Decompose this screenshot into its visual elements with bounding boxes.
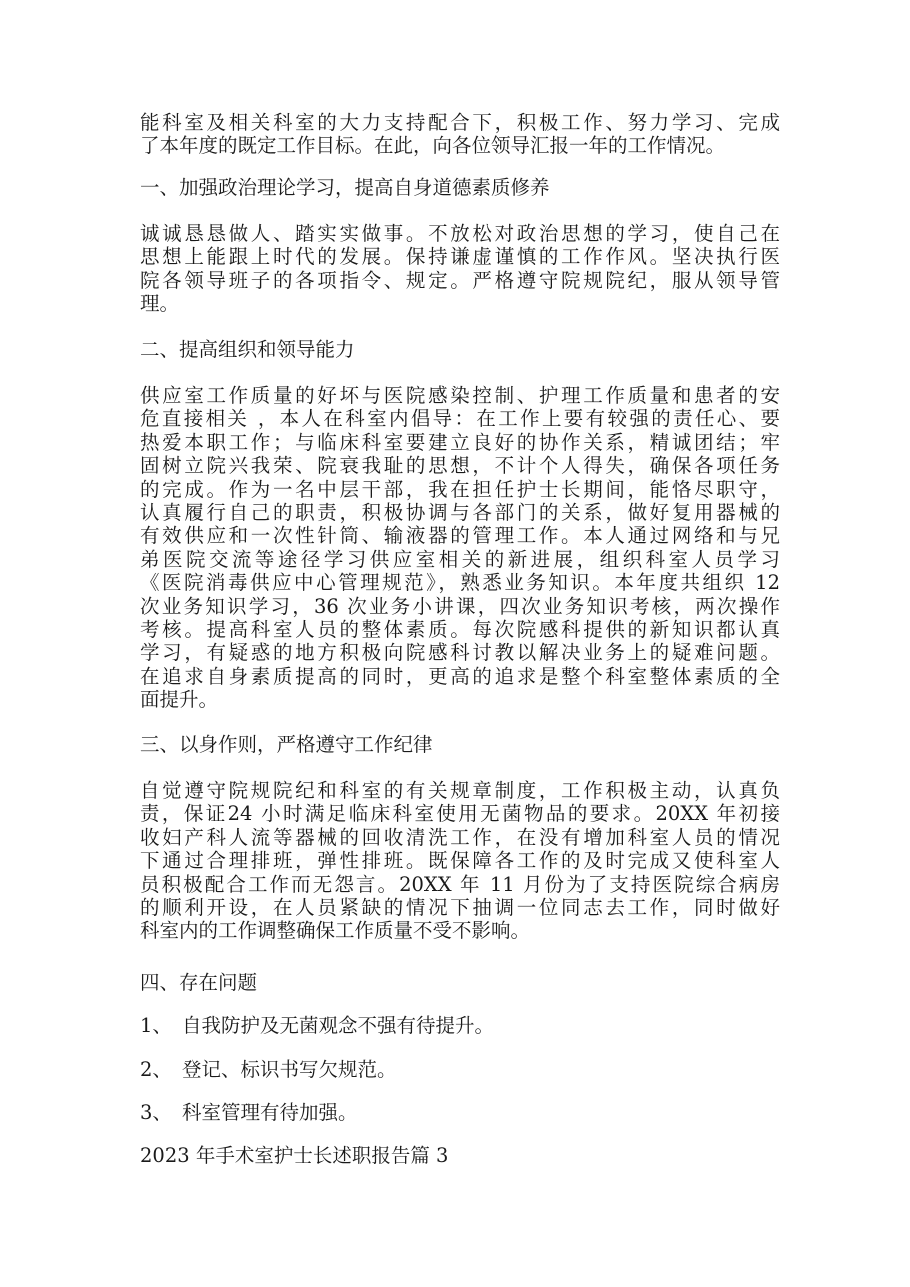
intro-line: 了本年度的既定工作目标。在此，向各位领导汇报一年的工作情况。 — [140, 134, 726, 158]
next-report-title — [140, 1144, 780, 1167]
section3-paragraph — [140, 779, 780, 943]
paragraph-line: 的顺利开设，在人员紧缺的情况下抽调一位同志去工作，同时做好 — [140, 895, 780, 919]
paragraph-line: 收妇产科人流等器械的回收清洗工作，在没有增加科室人员的情况 — [140, 825, 780, 849]
issue-text: 登记、标识书写欠规范。 — [182, 1058, 397, 1081]
section2-paragraph — [140, 384, 780, 711]
issue-item — [140, 1058, 397, 1082]
section-heading: 一、加强政治理论学习，提高自身道德素质修养 — [140, 176, 550, 199]
section1-heading — [140, 176, 780, 199]
paragraph-line: 员积极配合工作而无怨言。20XX 年 11 月份为了支持医院综合病房 — [140, 872, 780, 896]
issue-text: 自我防护及无菌观念不强有待提升。 — [182, 1014, 495, 1037]
paragraph-line: 下通过合理排班，弹性排班。既保障各工作的及时完成又使科室人 — [140, 849, 780, 873]
paragraph-line: 责，保证24 小时满足临床科室使用无菌物品的要求。20XX 年初接 — [140, 802, 780, 826]
section-heading: 四、存在问题 — [140, 971, 258, 994]
section2-heading — [140, 338, 780, 361]
paragraph-line: 热爱本职工作；与临床科室要建立良好的协作关系，精诚团结；牢 — [140, 430, 780, 454]
issue-item — [140, 1101, 358, 1125]
paragraph-line: 科室内的工作调整确保工作质量不受不影响。 — [140, 919, 531, 943]
intro-paragraph — [140, 111, 780, 158]
paragraph-line: 认真履行自己的职责，积极协调与各部门的关系，做好复用器械的 — [140, 500, 780, 524]
paragraph-line: 供应室工作质量的好坏与医院感染控制、护理工作质量和患者的安 — [140, 384, 780, 407]
paragraph-line: 《医院消毒供应中心管理规范》，熟悉业务知识。本年度共组织 12 — [140, 571, 780, 595]
paragraph-line: 考核。提高科室人员的整体素质。每次院感科提供的新知识都认真 — [140, 617, 780, 641]
issue-number: 2、 — [140, 1058, 172, 1081]
paragraph-line: 面提升。 — [140, 688, 219, 712]
paragraph-line: 思想上能跟上时代的发展。保持谦虚谨慎的工作作风。坚决执行医 — [140, 245, 780, 269]
section-heading: 三、以身作则，严格遵守工作纪律 — [140, 733, 433, 756]
paragraph-line: 诚诚恳恳做人、踏实实做事。不放松对政治思想的学习，使自己在 — [140, 222, 780, 245]
section-heading: 二、提高组织和领导能力 — [140, 338, 355, 361]
issue-number: 3、 — [140, 1101, 172, 1124]
paragraph-line: 学习，有疑惑的地方积极向院感科讨教以解决业务上的疑难问题。 — [140, 641, 780, 665]
paragraph-line: 有效供应和一次性针筒、输液器的管理工作。本人通过网络和与兄 — [140, 524, 780, 548]
issue-number: 1、 — [140, 1014, 172, 1037]
paragraph-line: 自觉遵守院规院纪和科室的有关规章制度，工作积极主动，认真负 — [140, 779, 780, 802]
issue-text: 科室管理有待加强。 — [182, 1101, 358, 1124]
paragraph-line: 理。 — [140, 292, 180, 316]
paragraph-line: 在追求自身素质提高的同时，更高的追求是整个科室整体素质的全 — [140, 664, 780, 688]
intro-line: 能科室及相关科室的大力支持配合下，积极工作、努力学习、完成 — [140, 111, 780, 134]
paragraph-line: 危直接相关 ，本人在科室内倡导：在工作上要有较强的责任心、要 — [140, 407, 780, 431]
paragraph-line: 弟医院交流等途径学习供应室相关的新进展，组织科室人员学习 — [140, 547, 780, 571]
report-title: 2023 年手术室护士长述职报告篇 3 — [140, 1144, 449, 1167]
paragraph-line: 院各领导班子的各项指令、规定。严格遵守院规院纪，服从领导管 — [140, 268, 780, 292]
paragraph-line: 次业务知识学习，36 次业务小讲课，四次业务知识考核，两次操作 — [140, 594, 780, 618]
section3-heading — [140, 733, 780, 756]
paragraph-line: 的完成。作为一名中层干部，我在担任护士长期间，能恪尽职守， — [140, 477, 780, 501]
section1-paragraph — [140, 222, 780, 316]
paragraph-line: 固树立院兴我荣、院衰我耻的思想，不计个人得失，确保各项任务 — [140, 454, 780, 478]
section4-heading — [140, 971, 780, 994]
issue-item — [140, 1014, 494, 1038]
